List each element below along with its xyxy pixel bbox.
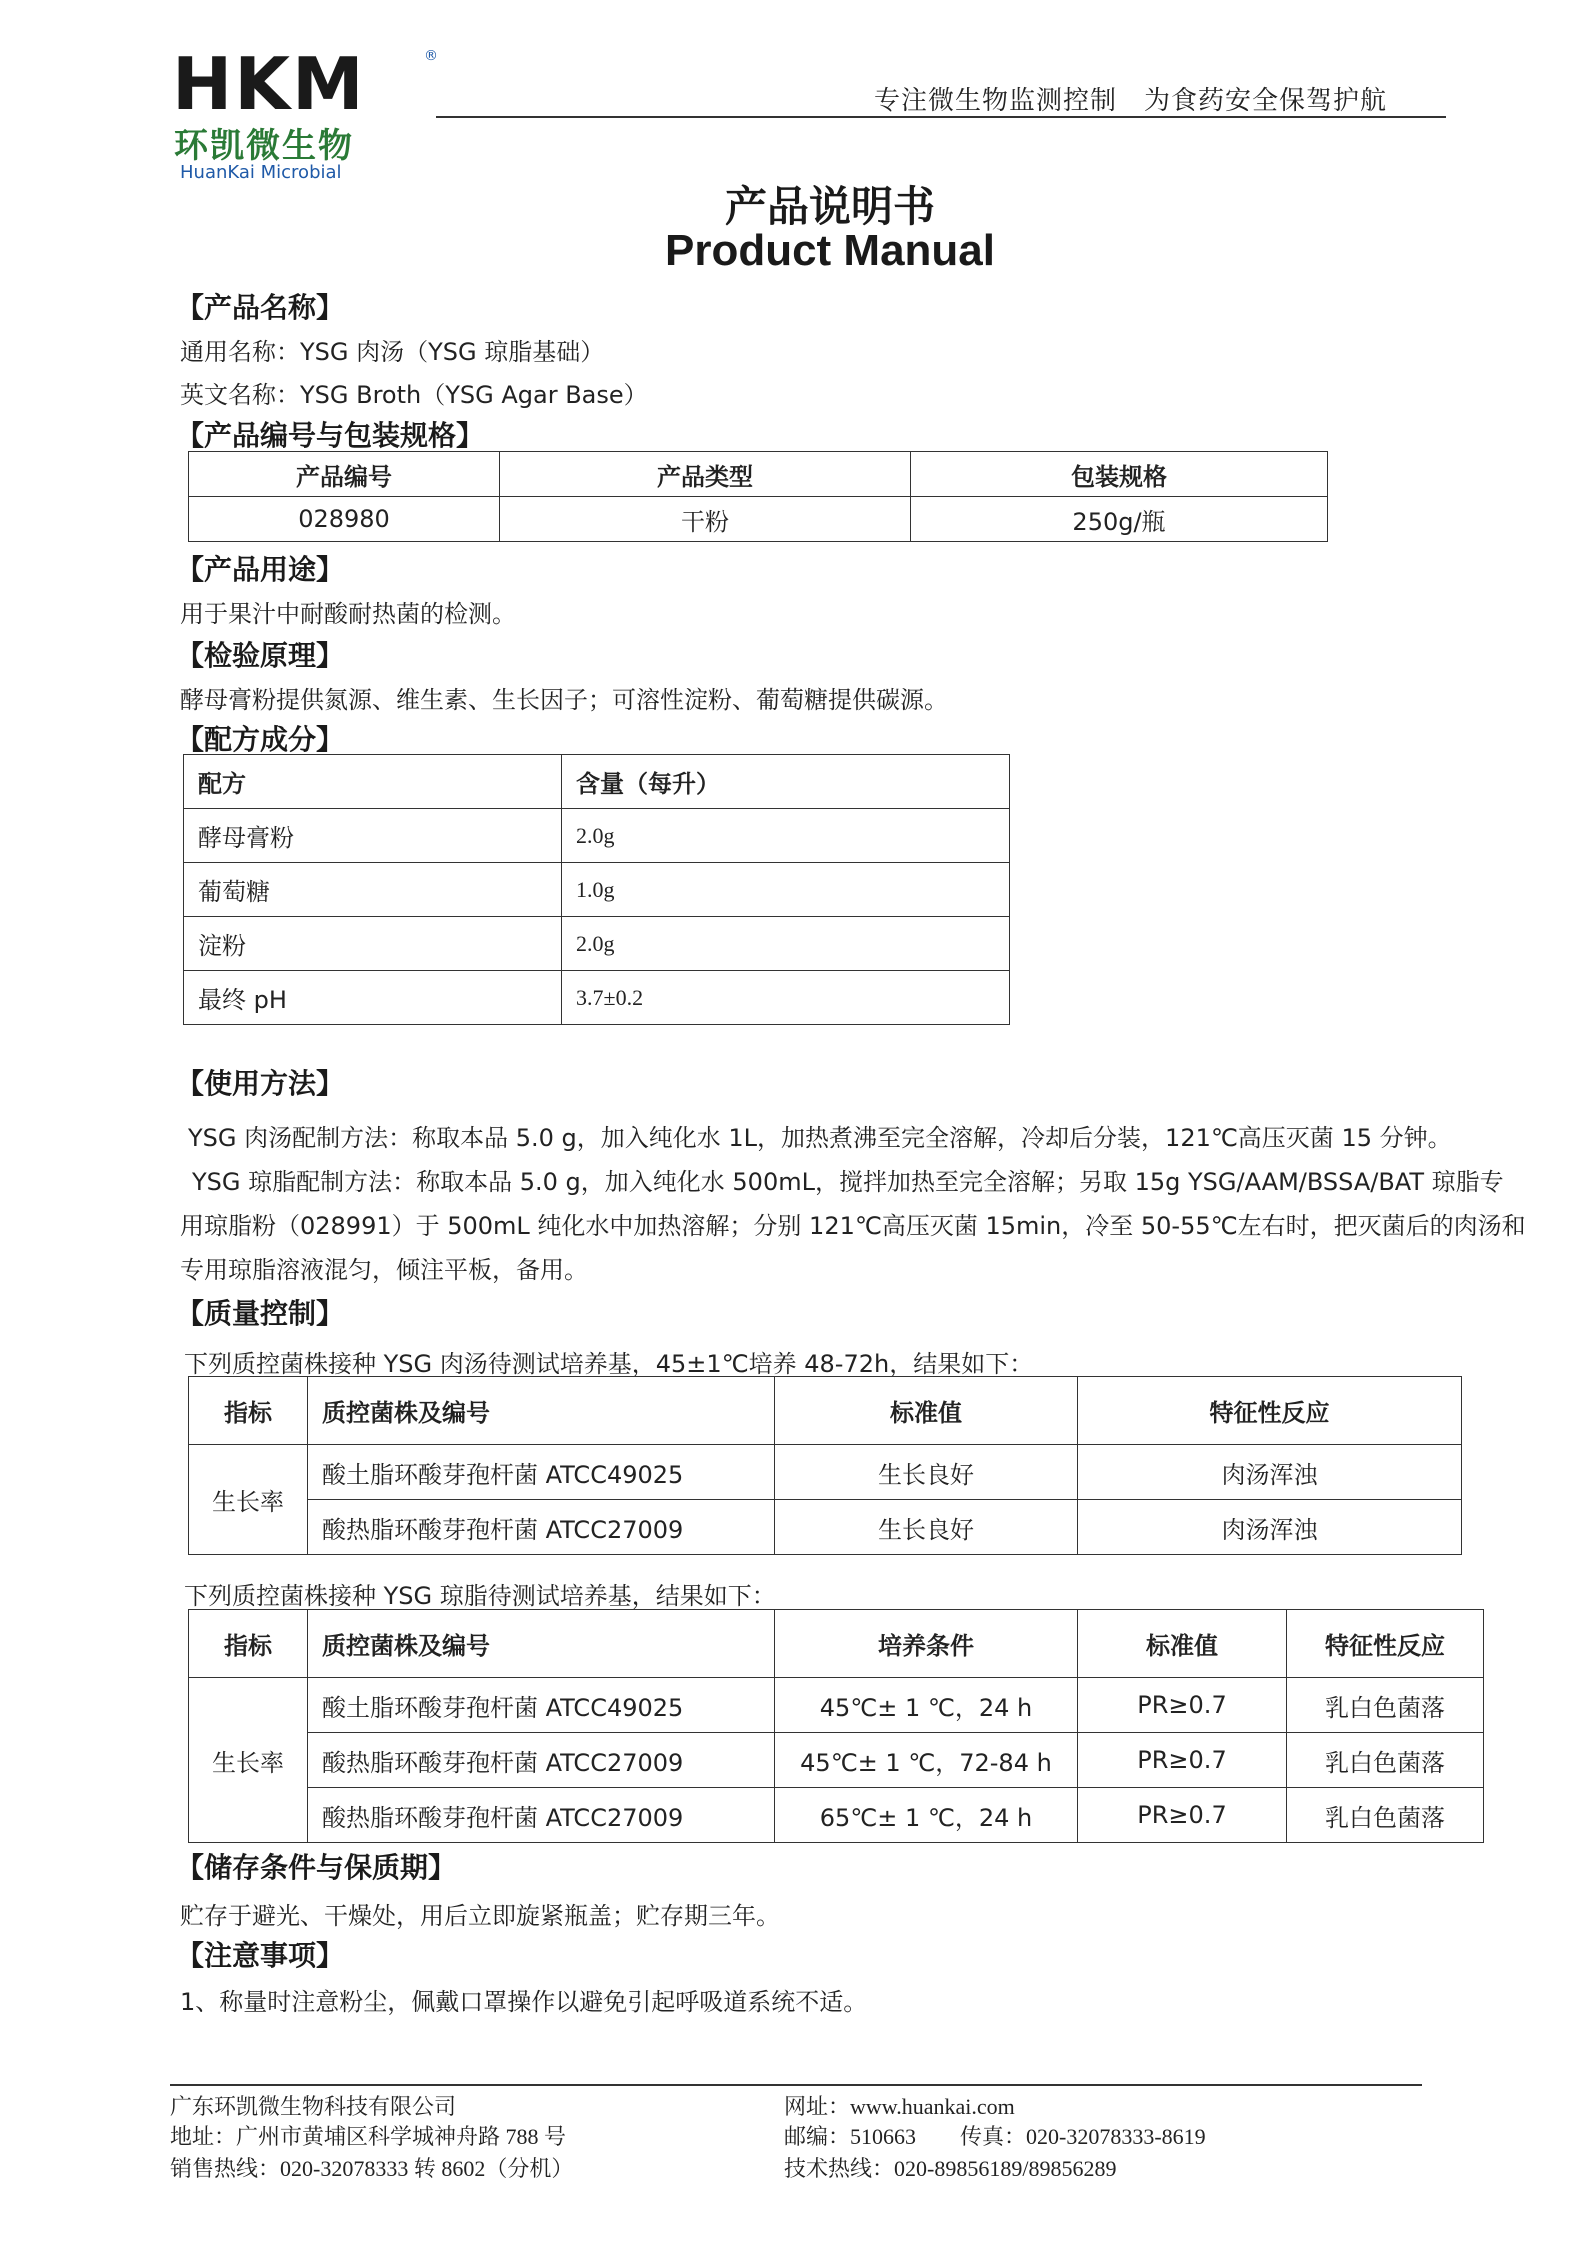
package-size: 250g/瓶 xyxy=(911,497,1328,542)
footer-fax: 传真：020-32078333-8619 xyxy=(960,2124,1206,2149)
ingredient-name: 淀粉 xyxy=(184,917,562,971)
section-heading-principle: 【检验原理】 xyxy=(176,639,345,672)
culture-condition: 45℃± 1 ℃，72-84 h xyxy=(775,1733,1078,1788)
footer-company: 广东环凯微生物科技有限公司 xyxy=(170,2094,457,2119)
storage-text: 贮存于避光、干燥处，用后立即旋紧瓶盖；贮存期三年。 xyxy=(180,1902,780,1930)
characteristic-reaction: 肉汤浑浊 xyxy=(1078,1500,1462,1555)
table-row xyxy=(189,1733,1484,1788)
table-row xyxy=(184,971,1010,1025)
culture-condition: 45℃± 1 ℃，24 h xyxy=(775,1678,1078,1733)
qc-table-broth xyxy=(188,1376,1462,1555)
column-header: 指标 xyxy=(189,1610,308,1678)
footer-sales-hotline: 销售热线：020-32078333 转 8602（分机） xyxy=(170,2156,574,2181)
principle-text: 酵母膏粉提供氮源、维生素、生长因子；可溶性淀粉、葡萄糖提供碳源。 xyxy=(180,686,948,714)
characteristic-reaction: 肉汤浑浊 xyxy=(1078,1445,1462,1500)
table-row xyxy=(189,1445,1462,1500)
title-english: Product Manual xyxy=(664,226,996,275)
qc-table-agar xyxy=(188,1609,1484,1843)
logo-chinese-name: 环凯微生物 xyxy=(174,126,354,166)
characteristic-reaction: 乳白色菌落 xyxy=(1287,1733,1484,1788)
characteristic-reaction: 乳白色菌落 xyxy=(1287,1678,1484,1733)
product-code: 028980 xyxy=(189,497,500,542)
section-heading-formula: 【配方成分】 xyxy=(176,723,345,756)
column-header: 包装规格 xyxy=(911,452,1328,497)
column-header: 质控菌株及编号 xyxy=(308,1610,775,1678)
method-line-3: 用琼脂粉（028991）于 500mL 纯化水中加热溶解；分别 121℃高压灭菌 15min，冷至 50-55℃左右时，把灭菌后的肉汤和 xyxy=(180,1212,1526,1240)
ingredient-amount: 2.0g xyxy=(562,917,1010,971)
ingredient-name: 最终 pH xyxy=(184,971,562,1025)
table-row xyxy=(189,1788,1484,1843)
column-header: 质控菌株及编号 xyxy=(308,1377,775,1445)
common-name: 通用名称：YSG 肉汤（YSG 琼脂基础） xyxy=(180,338,605,366)
registered-mark: ® xyxy=(424,48,438,64)
section-heading-notes: 【注意事项】 xyxy=(176,1939,345,1972)
column-header: 培养条件 xyxy=(775,1610,1078,1678)
method-line-4: 专用琼脂溶液混匀，倾注平板，备用。 xyxy=(180,1256,588,1284)
column-header: 标准值 xyxy=(775,1377,1078,1445)
section-heading-name: 【产品名称】 xyxy=(176,291,345,324)
indicator-cell: 生长率 xyxy=(189,1678,308,1843)
formula-table xyxy=(183,754,1010,1025)
table-row xyxy=(184,917,1010,971)
logo-english-name: HuanKai Microbial xyxy=(180,162,342,183)
standard-value: 生长良好 xyxy=(775,1500,1078,1555)
usage-text: 用于果汁中耐酸耐热菌的检测。 xyxy=(180,600,516,628)
standard-value: PR≥0.7 xyxy=(1078,1678,1287,1733)
column-header: 特征性反应 xyxy=(1287,1610,1484,1678)
table-row xyxy=(184,863,1010,917)
product-type: 干粉 xyxy=(500,497,911,542)
section-heading-usage: 【产品用途】 xyxy=(176,553,345,586)
qc-intro-agar: 下列质控菌株接种 YSG 琼脂待测试培养基，结果如下： xyxy=(184,1582,776,1610)
column-header: 标准值 xyxy=(1078,1610,1287,1678)
section-heading-qc: 【质量控制】 xyxy=(176,1297,345,1330)
standard-value: PR≥0.7 xyxy=(1078,1733,1287,1788)
column-header: 配方 xyxy=(184,755,562,809)
header-divider xyxy=(436,116,1446,118)
title-chinese: 产品说明书 xyxy=(724,182,935,231)
footer-tech-hotline: 技术热线：020-89856189/89856289 xyxy=(784,2156,1117,2181)
method-line-2: YSG 琼脂配制方法：称取本品 5.0 g，加入纯化水 500mL，搅拌加热至完全溶解；另取 15g YSG/AAM/BSSA/BAT 琼脂专 xyxy=(192,1168,1504,1196)
packaging-table xyxy=(188,451,1328,542)
notes-text: 1、称量时注意粉尘，佩戴口罩操作以避免引起呼吸道系统不适。 xyxy=(180,1988,868,2016)
footer-postcode: 邮编：510663 xyxy=(784,2124,917,2149)
standard-value: PR≥0.7 xyxy=(1078,1788,1287,1843)
standard-value: 生长良好 xyxy=(775,1445,1078,1500)
table-row xyxy=(189,1678,1484,1733)
footer-address: 地址：广州市黄埔区科学城神舟路 788 号 xyxy=(170,2124,567,2149)
strain-name: 酸土脂环酸芽孢杆菌 ATCC49025 xyxy=(308,1445,775,1500)
characteristic-reaction: 乳白色菌落 xyxy=(1287,1788,1484,1843)
column-header: 产品类型 xyxy=(500,452,911,497)
section-heading-method: 【使用方法】 xyxy=(176,1067,345,1100)
footer-divider xyxy=(170,2084,1422,2086)
section-heading-storage: 【储存条件与保质期】 xyxy=(176,1851,457,1884)
footer-website: 网址：www.huankai.com xyxy=(784,2094,1015,2119)
method-line-1: YSG 肉汤配制方法：称取本品 5.0 g，加入纯化水 1L，加热煮沸至完全溶解，冷却后分装，121℃高压灭菌 15 分钟。 xyxy=(188,1124,1452,1152)
slogan: 专注微生物监测控制 为食药安全保驾护航 xyxy=(874,86,1388,116)
table-row xyxy=(184,809,1010,863)
strain-name: 酸热脂环酸芽孢杆菌 ATCC27009 xyxy=(308,1788,775,1843)
column-header: 产品编号 xyxy=(189,452,500,497)
column-header: 特征性反应 xyxy=(1078,1377,1462,1445)
indicator-cell: 生长率 xyxy=(189,1445,308,1555)
ingredient-amount: 2.0g xyxy=(562,809,1010,863)
ingredient-name: 葡萄糖 xyxy=(184,863,562,917)
ingredient-amount: 3.7±0.2 xyxy=(562,971,1010,1025)
ingredient-name: 酵母膏粉 xyxy=(184,809,562,863)
column-header: 含量（每升） xyxy=(562,755,1010,809)
table-row xyxy=(189,1500,1462,1555)
company-logo xyxy=(172,42,442,183)
column-header: 指标 xyxy=(189,1377,308,1445)
logo-letters: HKM xyxy=(172,42,366,126)
section-heading-packaging: 【产品编号与包装规格】 xyxy=(176,419,485,452)
strain-name: 酸土脂环酸芽孢杆菌 ATCC49025 xyxy=(308,1678,775,1733)
culture-condition: 65℃± 1 ℃，24 h xyxy=(775,1788,1078,1843)
strain-name: 酸热脂环酸芽孢杆菌 ATCC27009 xyxy=(308,1733,775,1788)
strain-name: 酸热脂环酸芽孢杆菌 ATCC27009 xyxy=(308,1500,775,1555)
ingredient-amount: 1.0g xyxy=(562,863,1010,917)
english-name: 英文名称：YSG Broth（YSG Agar Base） xyxy=(180,381,648,409)
qc-intro-broth: 下列质控菌株接种 YSG 肉汤待测试培养基，45±1℃培养 48-72h，结果如下： xyxy=(184,1350,1034,1378)
table-row xyxy=(189,497,1328,542)
